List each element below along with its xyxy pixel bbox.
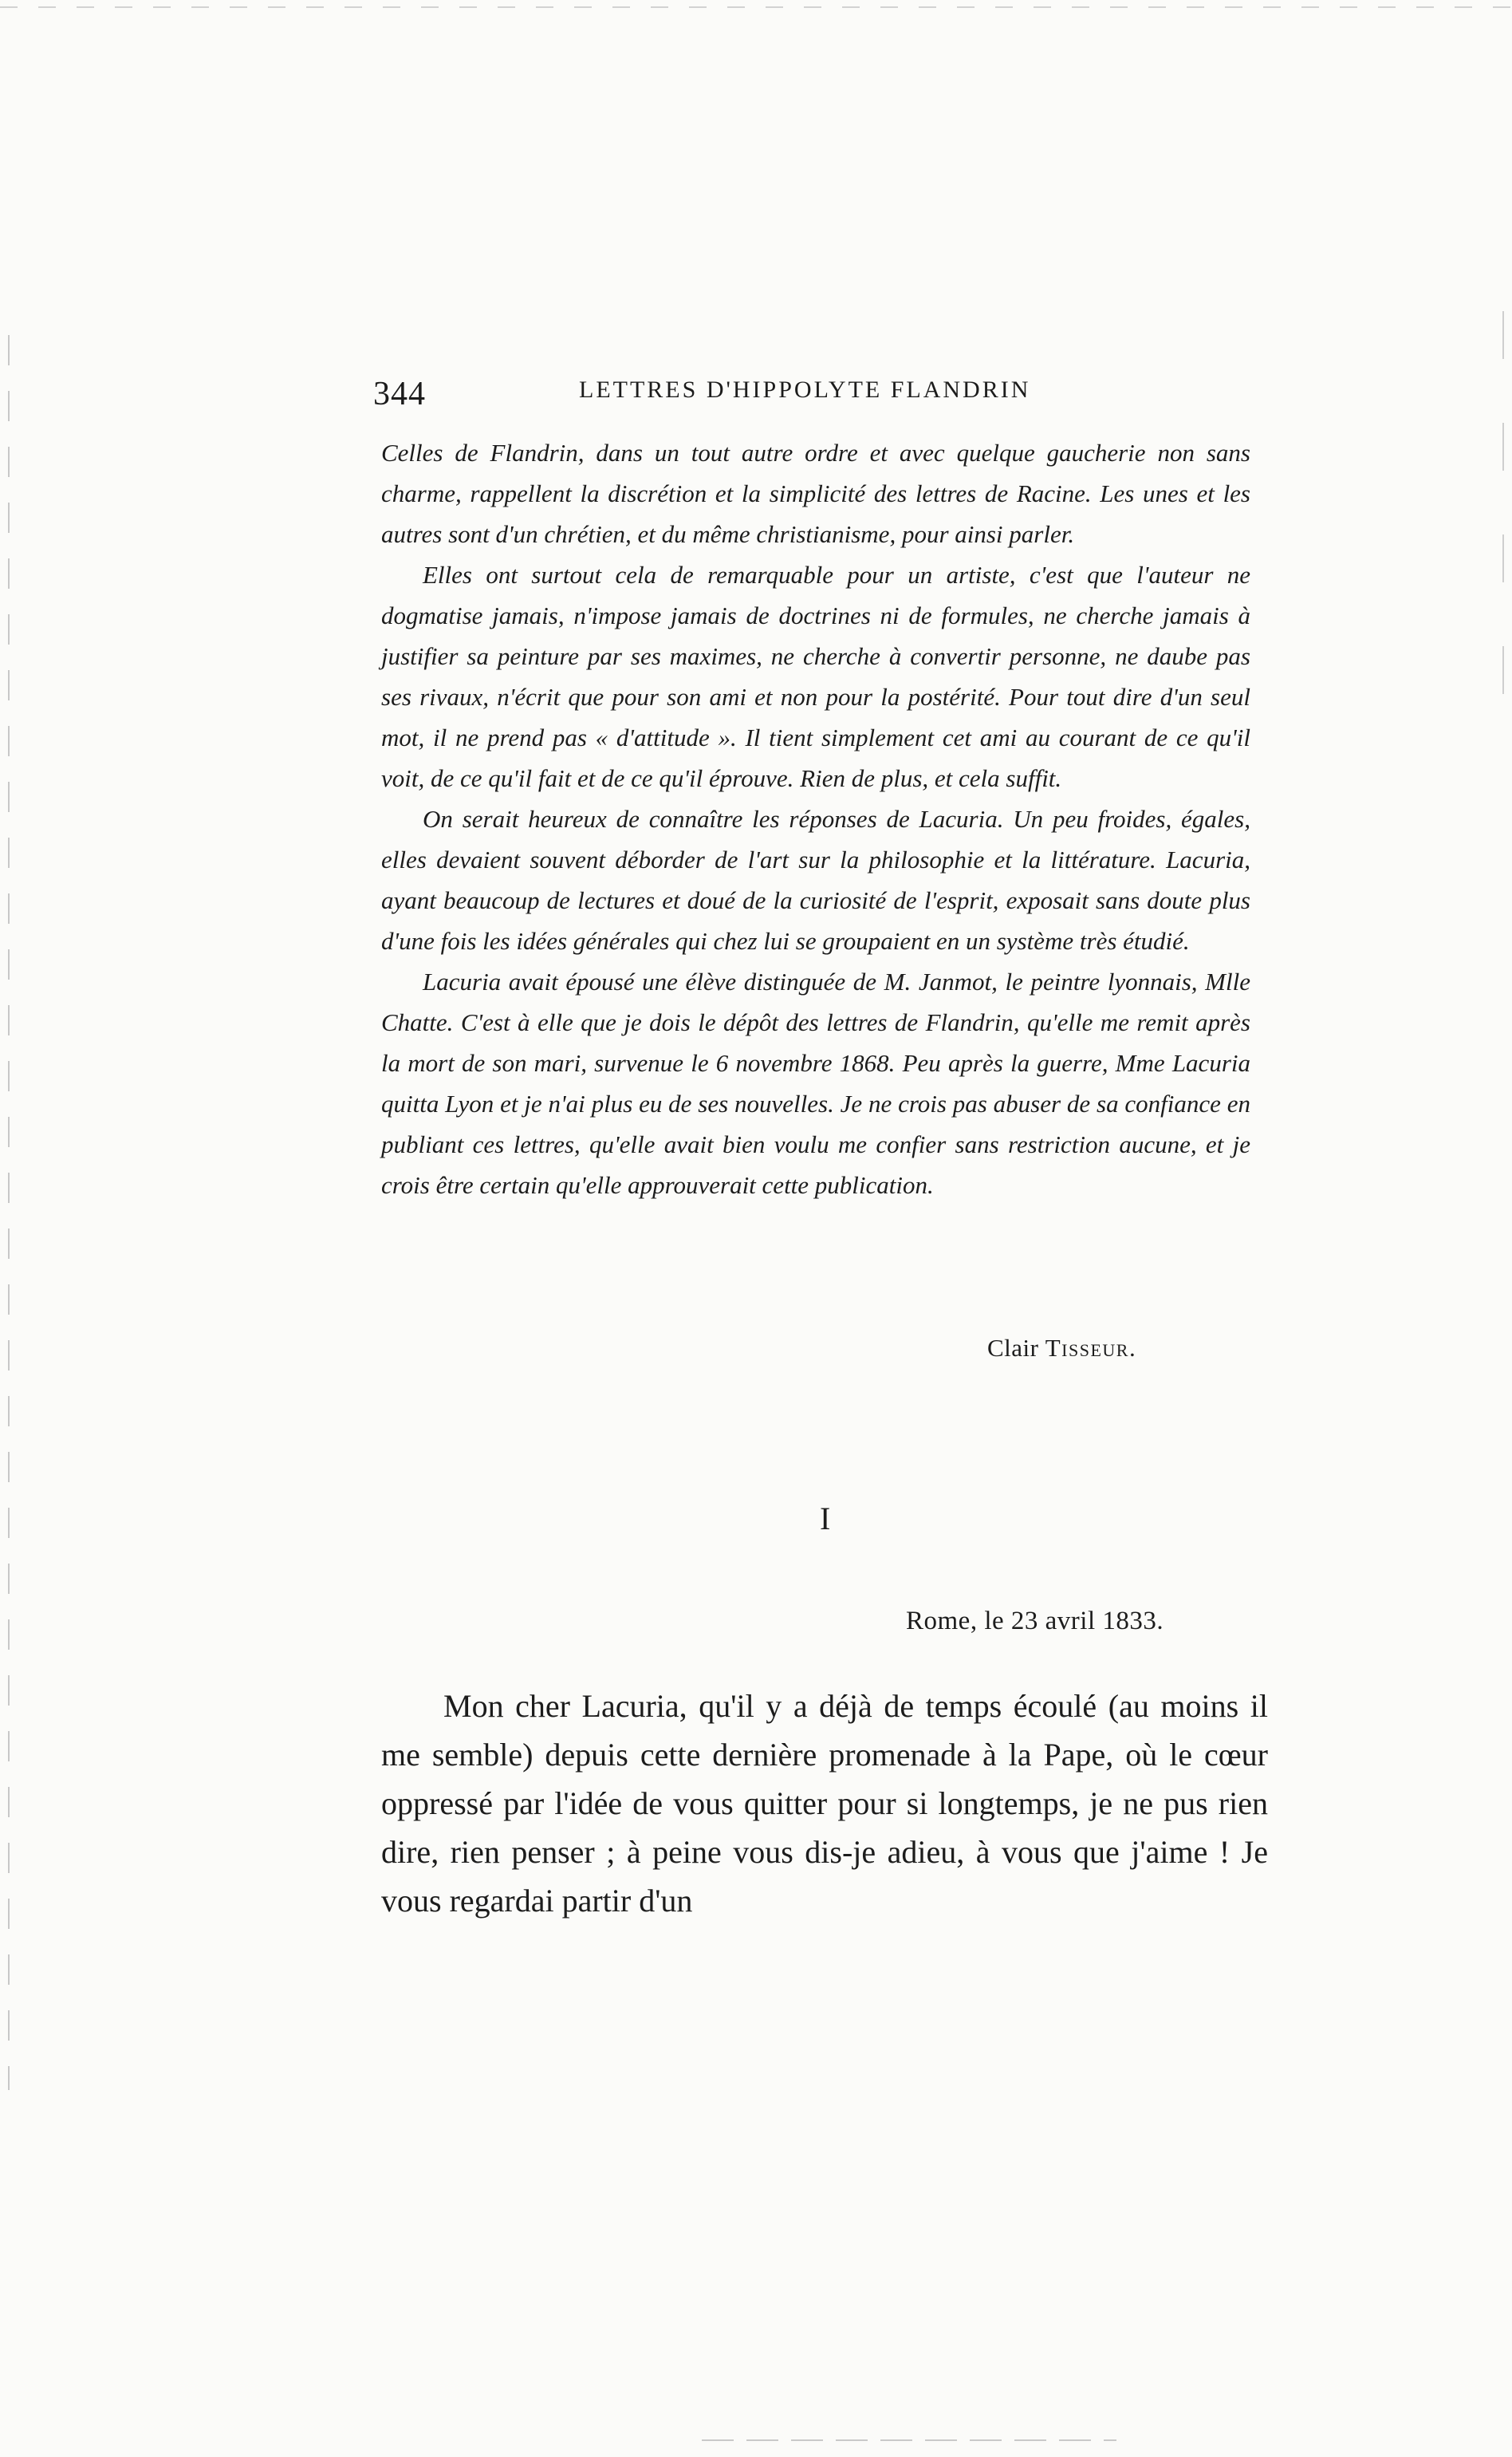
letter-dateline: Rome, le 23 avril 1833. [906, 1607, 1164, 1635]
signature-first-name: Clair [987, 1334, 1039, 1362]
preface-paragraph: Celles de Flandrin, dans un tout autre ordre et avec quelque gaucherie non sans charme, rappellent la discrétion et la simplicité des lettres de Racine. Les unes et les autres sont d'un chrétien, et du même christianisme, pour ainsi parler. [381, 439, 1250, 548]
signature-last-name: Tisseur. [1045, 1334, 1137, 1362]
letter-body [381, 1682, 1268, 1925]
scan-edge-top [0, 6, 1512, 8]
preface-paragraph: Elles ont surtout cela de remarquable pour un artiste, c'est que l'auteur ne dogmatise jamais, n'impose jamais de doctrines ni de formules, ne cherche jamais à justifier sa peinture par ses maximes, ne cherche à convertir personne, ne daube pas ses rivaux, n'écrit que pour son ami et non pour la postérité. Pour tout dire d'un seul mot, il ne prend pas « d'attitude ». Il tient simplement cet ami au courant de ce qu'il voit, de ce qu'il fait et de ce qu'il éprouve. Rien de plus, et cela suffit. [381, 561, 1250, 792]
scan-edge-left [8, 335, 10, 2090]
scan-edge-right [1502, 311, 1504, 758]
scan-edge-bottom [702, 2439, 1116, 2441]
running-head: LETTRES D'HIPPOLYTE FLANDRIN [579, 377, 1031, 403]
preface-paragraph: Lacuria avait épousé une élève distinguée de M. Janmot, le peintre lyonnais, Mlle Chatte. C'est à elle que je dois le dépôt des lettres de Flandrin, qu'elle me remit après la mort de son mari, survenue le 6 novembre 1868. Peu après la guerre, Mme Lacuria quitta Lyon et je n'ai plus eu de ses nouvelles. Je ne crois pas abuser de sa confiance en publiant ces lettres, qu'elle avait bien voulu me confier sans restriction aucune, et je crois être certain qu'elle approuverait cette publication. [381, 968, 1250, 1199]
preface-paragraph: On serait heureux de connaître les réponses de Lacuria. Un peu froides, égales, elles devaient souvent déborder de l'art sur la philosophie et la littérature. Lacuria, ayant beaucoup de lectures et doué de la curiosité de l'esprit, exposait sans doute plus d'une fois les idées générales qui chez lui se groupaient en un système très étudié. [381, 805, 1250, 955]
signature [987, 1334, 1136, 1363]
preface-text [381, 432, 1250, 1205]
letter-paragraph: Mon cher Lacuria, qu'il y a déjà de temps écoulé (au moins il me semble) depuis cette dernière promenade à la Pape, où le cœur oppressé par l'idée de vous quitter pour si longtemps, je ne pus rien dire, rien penser ; à peine vous dis-je adieu, à vous que j'aime ! Je vous regardai partir d'un [381, 1688, 1268, 1919]
page-number: 344 [373, 376, 426, 412]
page-header [373, 369, 1290, 416]
section-numeral: I [820, 1501, 831, 1536]
